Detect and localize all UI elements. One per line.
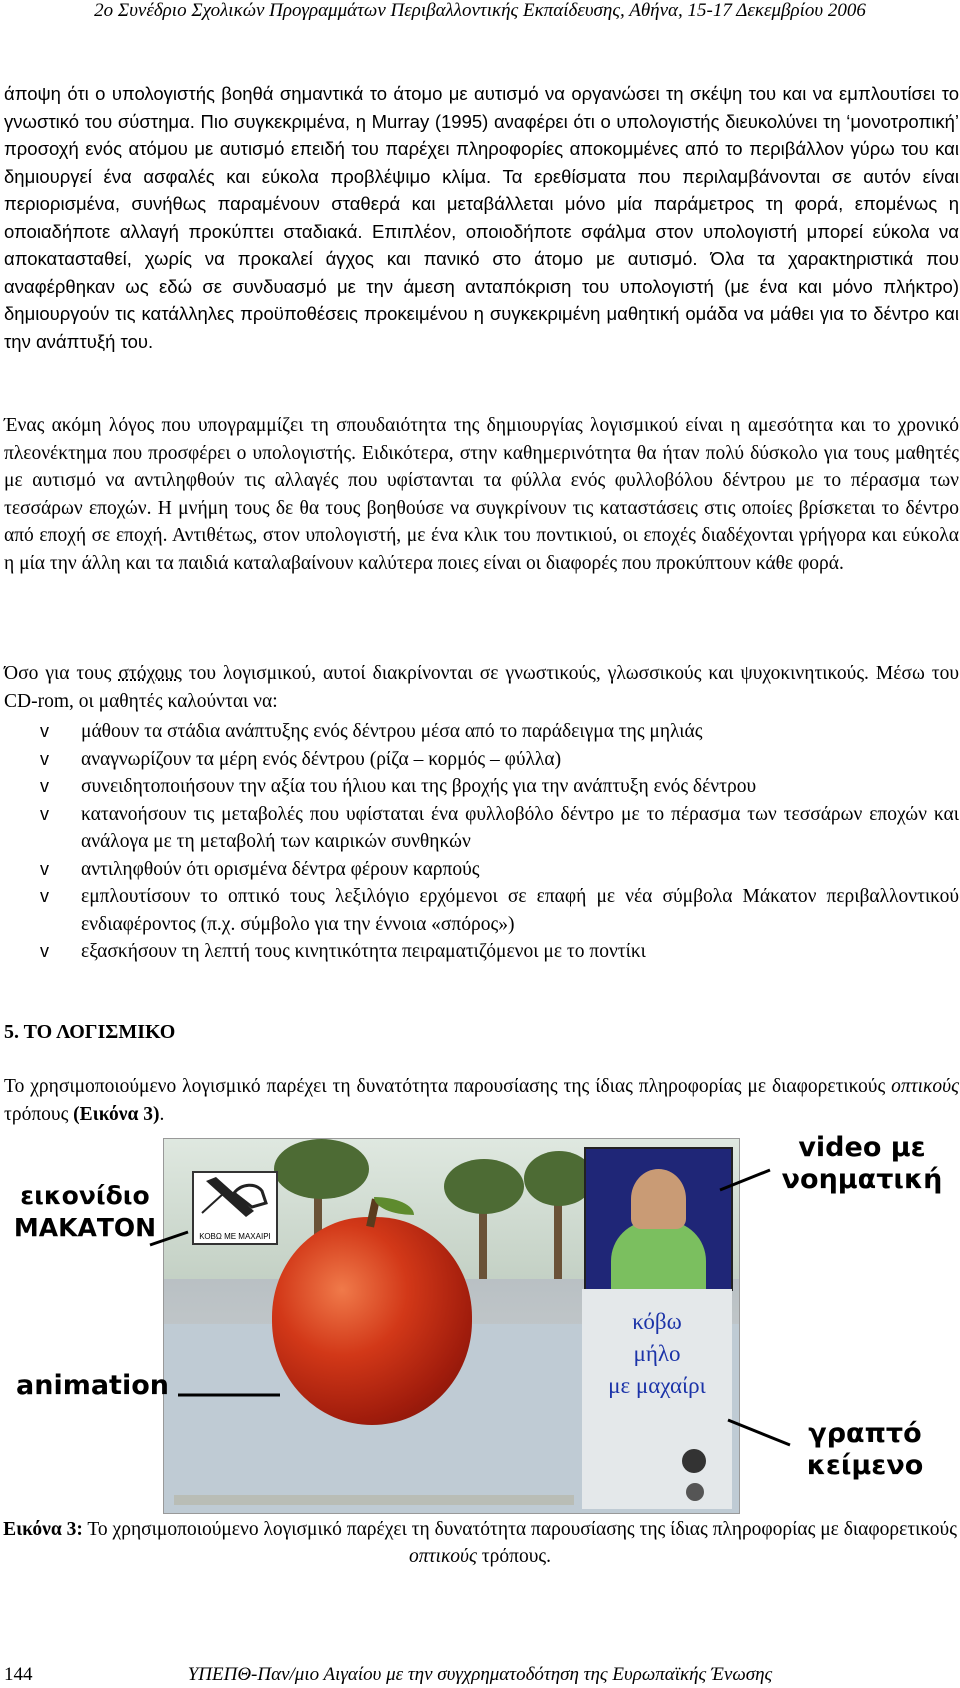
label-video: video με νοηματική [781,1132,943,1195]
label-text: γραπτό κείμενο [806,1418,924,1481]
arrow-makaton [150,1232,188,1245]
bullet-mark: v [40,721,49,741]
paragraph-4-middle: τρόπους [4,1103,74,1125]
figure-caption-text: Το χρησιμοποιούμενο λογισμικό παρέχει τη δυνατότητα παρουσίασης της ίδιας πληροφορίας με διαφορετικούς [82,1519,957,1540]
paragraph-3-emph: στόχους [118,663,182,684]
bullet-mark: v [40,941,49,961]
figure-caption [0,1516,960,1570]
list-item-text: κατανοήσουν τις μεταβολές που υφίσταται ένα φυλλοβόλο δέντρο με το πέρασμα των τεσσάρων εποχών και ανάλογα με τη μεταβολή των καιρικών συνθηκών [81,803,959,852]
screen-word-3: με μαχαίρι [608,1373,706,1398]
list-item-text: εξασκήσουν τη λεπτή τους κινητικότητα πειραματιζόμενοι με το ποντίκι [81,941,646,962]
list-item-text: αντιληφθούν ότι ορισμένα δέντρα φέρουν καρπούς [81,858,480,880]
bullet-mark: v [40,886,49,906]
paragraph-2: Ένας ακόμη λόγος που υπογραμμίζει τη σπουδαιότητα της δημιουργίας λογισμικού είναι η αμεσότητα και το χρονικό πλεονέκτημα που προσφέρει ο υπολογιστής. Ειδικότερα, στην καθημερινότητα θα ήταν πολύ δύσκολο για τους μαθητές με αυτισμό να αντιληφθούν τις αλλαγές που υφίστανται τα φύλλα ενός φυλλοβόλου δέντρου με το πέρασμα των τεσσάρων εποχών. Η μνήμη τους δε θα τους βοηθούσε να συγκρίνουν τις καταστάσεις στις οποίες βρίσκεται το δέντρο από εποχή σε εποχή. Αντιθέτως, στον υπολογιστή, με ένα κλικ του ποντικιού, οι εποχές διαδέχονται γρήγορα και εύκολα η μία την άλλη και τα παιδιά καταλαβαίνουν καλύτερα ποιες είναι οι διαφορές που προκύπτουν κάθε φορά. [4,415,959,574]
label-makaton: εικονίδιο ΜΑΚΑΤΟΝ [13,1181,157,1242]
list-item-text: συνειδητοποιήσουν την αξία του ήλιου και της βροχής για την ανάπτυξη ενός δέντρου [81,776,757,797]
list-item-text: μάθουν τα στάδια ανάπτυξης ενός δέντρου μέσα από το παράδειγμα της μηλιάς [81,721,703,742]
list-item-text: αναγνωρίζουν τα μέρη ενός δέντρου (ρίζα – κορμός – φύλλα) [81,748,562,770]
makaton-caption: ΚΟΒΩ ΜΕ ΜΑΧΑΙΡΙ [199,1232,271,1241]
paragraph-3-before: Όσο για τους [4,663,119,684]
paragraph-4-before: Το χρησιμοποιούμενο λογισμικό παρέχει τη δυνατότητα παρουσίασης της ίδιας πληροφορίας με διαφορετικούς [4,1076,892,1097]
bullet-mark: v [40,803,49,824]
figure-caption-label: Εικόνα 3: [3,1519,83,1540]
paragraph-4-bold: (Εικόνα 3) [73,1103,160,1125]
arrow-text [728,1420,790,1445]
paragraph-1: άποψη ότι ο υπολογιστής βοηθά σημαντικά το άτομο με αυτισμό να οργανώσει τη σκέψη του και να εμπλουτίσει το γνωστικό του σύστημα. Πιο συγκεκριμένα, η Murray (1995) αναφέρει ότι ο υπολογιστής διευκολύνει τη ‘μονοτροπική’ προσοχή ενός ατόμου με αυτισμό επειδή του παρέχει πληροφορίες αποκομμένες από το περιβάλλον γύρω του και δημιουργεί ένα ασφαλές και εύκολα προβλέψιμο κλίμα. Τα ερεθίσματα που περιλαμβάνονται σε αυτόν είναι περιορισμένα, συνήθως παραμένουν σταθερά και μεταβάλλεται μόνο μία παράμετρος τη φορά, επομένως η οποιαδήποτε αλλαγή προκύπτει σταδιακά. Επιπλέον, οποιοδήποτε σφάλμα στον υπολογιστή μπορεί εύκολα να αποκατασταθεί, χωρίς να προκαλεί άγχος και πανικό στο άτομο με αυτισμό. Όλα τα χαρακτηριστικά που αναφέρθηκαν ως εδώ σε συνδυασμό με την άμεση ανταπόκριση του υπολογιστή (με ένα και μόνο πλήκτρο) δημιουργούν τις κατάλληλες προϋποθέσεις προκειμένου η συγκεκριμένη μαθητική ομάδα να μάθει για το δέντρο και την ανάπτυξή του. [4,83,959,352]
bullet-mark: v [40,776,49,796]
list-item-text: εμπλουτίσουν το οπτικό τους λεξιλόγιο ερχόμενοι σε επαφή με νέα σύμβολα Μάκατον περιβαλλοντικού ενδιαφέροντος (π.χ. σύμβολο για την έννοια «σπόρος») [81,886,959,935]
running-header: 2ο Συνέδριο Σχολικών Προγραμμάτων Περιβαλλοντικής Εκπαίδευσης, Αθήνα, 15-17 Δεκεμβρίου 2006 [94,0,866,21]
paragraph-4-after: . [159,1103,165,1125]
running-footer: ΥΠΕΠΘ-Παν/μιο Αιγαίου με την συγχρηματοδότηση της Ευρωπαϊκής Ένωσης [187,1664,773,1685]
page-number: 144 [4,1664,33,1685]
section-title: 5. ΤΟ ΛΟΓΙΣΜΙΚΟ [4,1021,176,1043]
bullet-mark: v [40,748,49,769]
paragraph-4-italic: οπτικούς [891,1076,959,1097]
bullet-mark: v [40,858,49,879]
label-animation: animation [16,1370,169,1401]
figure-caption-italic: οπτικούς [409,1546,477,1567]
paragraph-3-after: του λογισμικού, αυτοί διακρίνονται σε γνωστικούς, γλωσσικούς και ψυχοκινητικούς. Μέσω του CD-rom, οι μαθητές καλούνται να: [4,663,960,712]
screen-word-2: μήλο [633,1341,681,1366]
arrow-video [720,1170,770,1190]
figure-caption-after: τρόπους. [476,1546,551,1567]
screen-word-1: κόβω [632,1309,682,1334]
